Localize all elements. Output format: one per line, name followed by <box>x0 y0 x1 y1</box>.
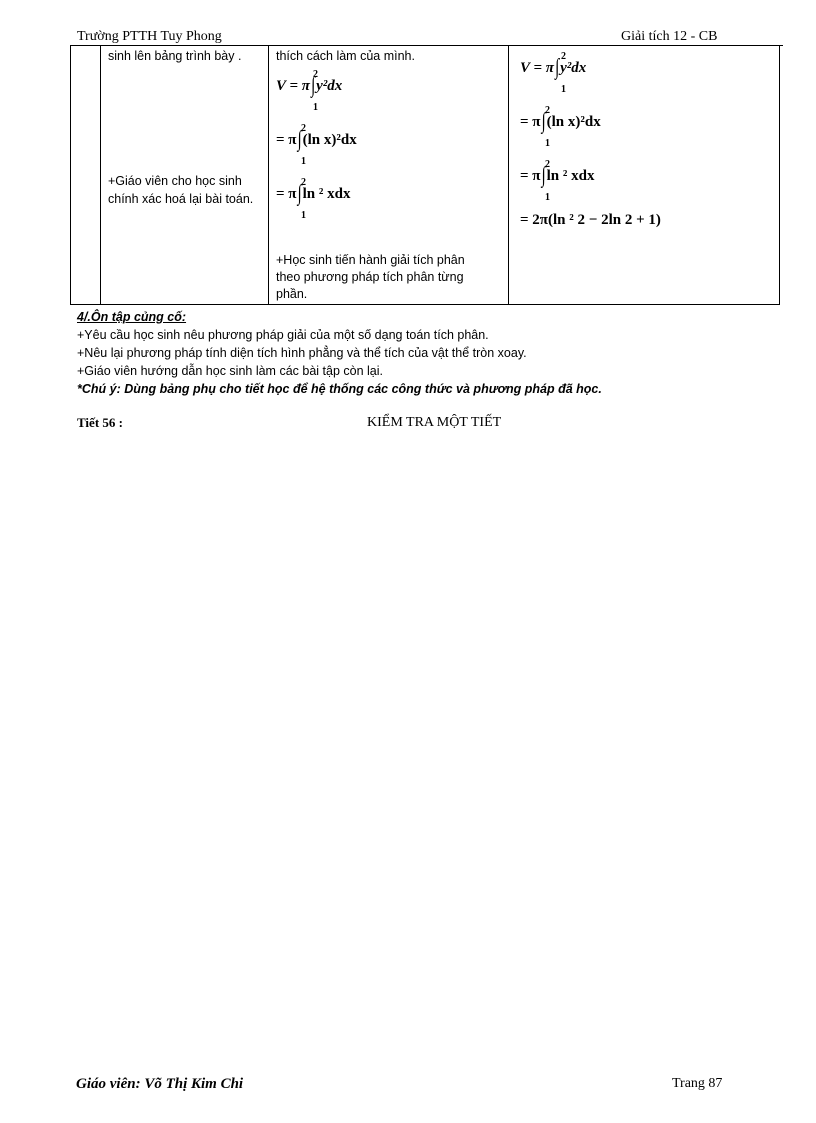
table-row <box>71 46 780 305</box>
header-school: Trường PTTH Tuy Phong <box>77 29 222 44</box>
student-note-line: phần. <box>276 287 308 301</box>
review-line: +Yêu cầu học sinh nêu phương pháp giải của một số dạng toán tích phân. <box>77 328 489 342</box>
table-cell-student <box>269 46 509 305</box>
integral-icon: ∫ <box>554 55 560 80</box>
footer-page-number: Trang 87 <box>672 1076 723 1091</box>
student-equation: 2 = π∫(ln x)²dx 1 <box>276 123 357 167</box>
teacher-line: sinh lên bảng trình bày . <box>108 49 242 63</box>
student-intro: thích cách làm của mình. <box>276 49 415 63</box>
integral-icon: ∫ <box>541 163 546 188</box>
lesson-label: Tiết 56 : <box>77 415 123 430</box>
student-note-line: theo phương pháp tích phân từng <box>276 270 464 284</box>
student-equation: 2 = π∫ln ² xdx 1 <box>276 177 351 221</box>
review-line: +Nêu lại phương pháp tính diện tích hình phẳng và thể tích của vật thể tròn xoay. <box>77 346 527 360</box>
review-line: +Giáo viên hướng dẫn học sinh làm các bài tập còn lại. <box>77 364 383 378</box>
table-cell-index <box>71 46 101 305</box>
board-equation: 2 = π∫ln ² xdx 1 <box>520 159 595 203</box>
footer-teacher: Giáo viên: Võ Thị Kim Chi <box>76 1076 244 1092</box>
board-equation: 2 = π∫(ln x)²dx 1 <box>520 105 601 149</box>
integral-icon: ∫ <box>541 109 546 134</box>
teacher-line: +Giáo viên cho học sinh <box>108 174 242 188</box>
integral-icon: ∫ <box>297 127 302 152</box>
teacher-line: chính xác hoá lại bài toán. <box>108 192 254 206</box>
table-cell-board <box>509 46 780 305</box>
table-cell-teacher <box>101 46 269 305</box>
integral-icon: ∫ <box>310 73 316 98</box>
integral-icon: ∫ <box>297 181 302 206</box>
board-equation: 2 V = π∫y²dx 1 <box>520 51 587 95</box>
header-subject: Giải tích 12 - CB <box>621 29 718 44</box>
lesson-table <box>70 45 780 305</box>
student-equation: 2 V = π∫y²dx 1 <box>276 69 343 113</box>
review-note: *Chú ý: Dùng bảng phụ cho tiết học để hệ thống các công thức và phương pháp đã học. <box>77 382 602 396</box>
student-note-line: +Học sinh tiến hành giải tích phân <box>276 253 465 267</box>
review-title: 4/.Ôn tập củng cố: <box>77 310 187 324</box>
board-result: = 2π(ln ² 2 − 2ln 2 + 1) <box>520 212 661 228</box>
lesson-title: KIỂM TRA MỘT TIẾT <box>367 415 502 430</box>
